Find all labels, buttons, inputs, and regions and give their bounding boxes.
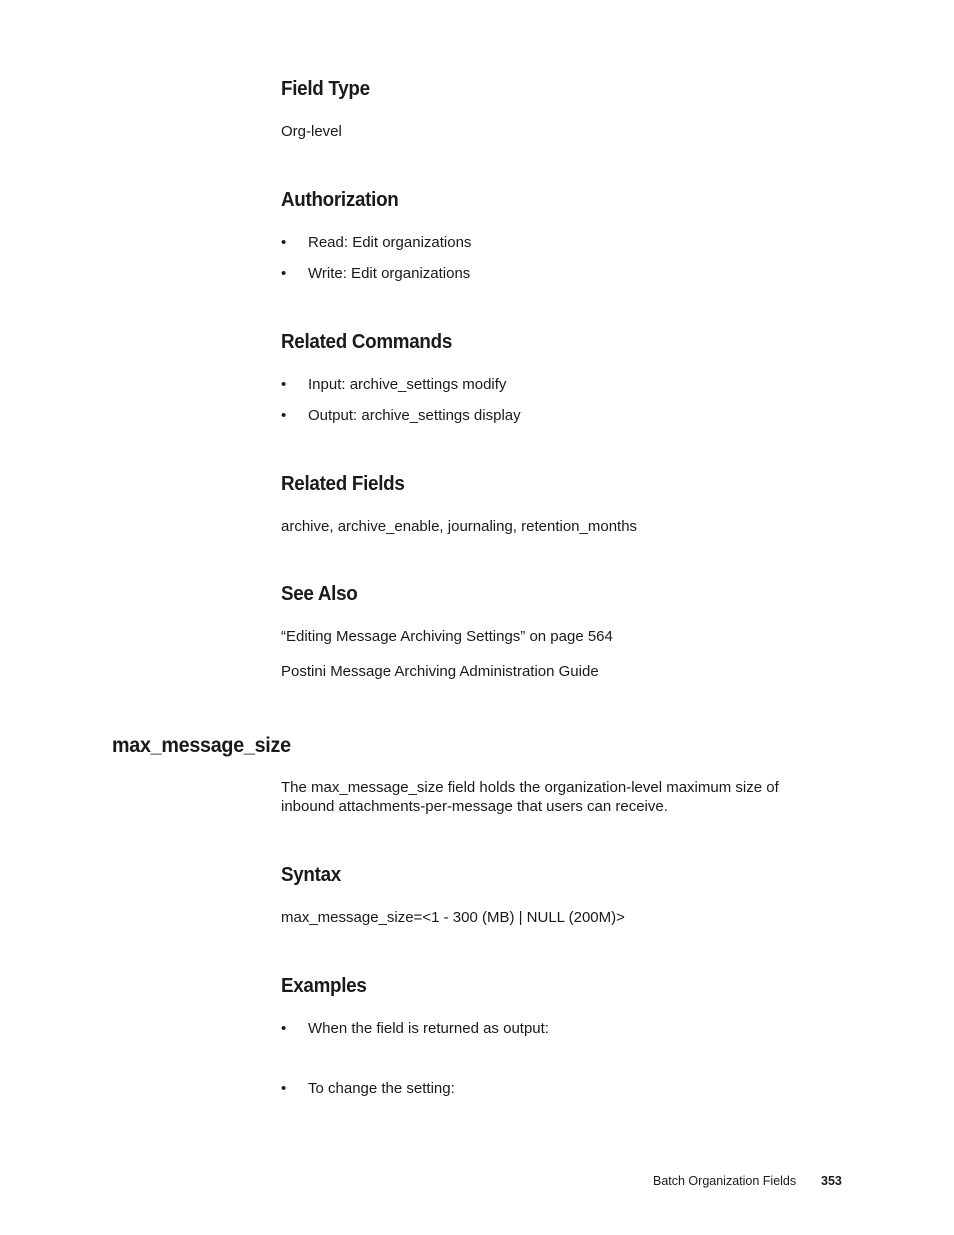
list-item-text: Write: Edit organizations	[308, 265, 471, 282]
see-also-heading: See Also	[281, 583, 358, 605]
field-type-value: Org-level	[281, 123, 342, 140]
max-message-size-description-line-2: inbound attachments-per-message that users can receive.	[281, 798, 668, 815]
see-also-link-admin-guide[interactable]: Postini Message Archiving Administration Guide	[281, 663, 599, 680]
bullet-marker: •	[281, 265, 287, 282]
related-fields-value: archive, archive_enable, journaling, retention_months	[281, 518, 638, 535]
see-also-link-editing-settings[interactable]: “Editing Message Archiving Settings” on page 564	[281, 628, 613, 645]
bullet-marker: •	[281, 1020, 287, 1037]
related-commands-heading: Related Commands	[281, 331, 453, 353]
bullet-marker: •	[281, 234, 287, 251]
syntax-value: max_message_size=<1 - 300 (MB) | NULL (200M)>	[281, 909, 625, 926]
syntax-heading: Syntax	[281, 864, 341, 886]
related-fields-heading: Related Fields	[281, 473, 405, 495]
field-type-heading: Field Type	[281, 78, 370, 100]
bullet-marker: •	[281, 376, 287, 393]
list-item-text: Output: archive_settings display	[308, 407, 521, 424]
list-item-text: Input: archive_settings modify	[308, 376, 507, 393]
list-item-text: To change the setting:	[308, 1080, 455, 1097]
bullet-marker: •	[281, 407, 287, 424]
max-message-size-heading: max_message_size	[112, 734, 291, 757]
list-item-text: Read: Edit organizations	[308, 234, 472, 251]
max-message-size-description-line-1: The max_message_size field holds the organization-level maximum size of	[281, 779, 779, 796]
list-item-text: When the field is returned as output:	[308, 1020, 549, 1037]
bullet-marker: •	[281, 1080, 287, 1097]
authorization-heading: Authorization	[281, 189, 399, 211]
examples-heading: Examples	[281, 975, 367, 997]
footer-page-number: 353	[821, 1174, 842, 1188]
footer-section-title: Batch Organization Fields	[653, 1174, 797, 1188]
